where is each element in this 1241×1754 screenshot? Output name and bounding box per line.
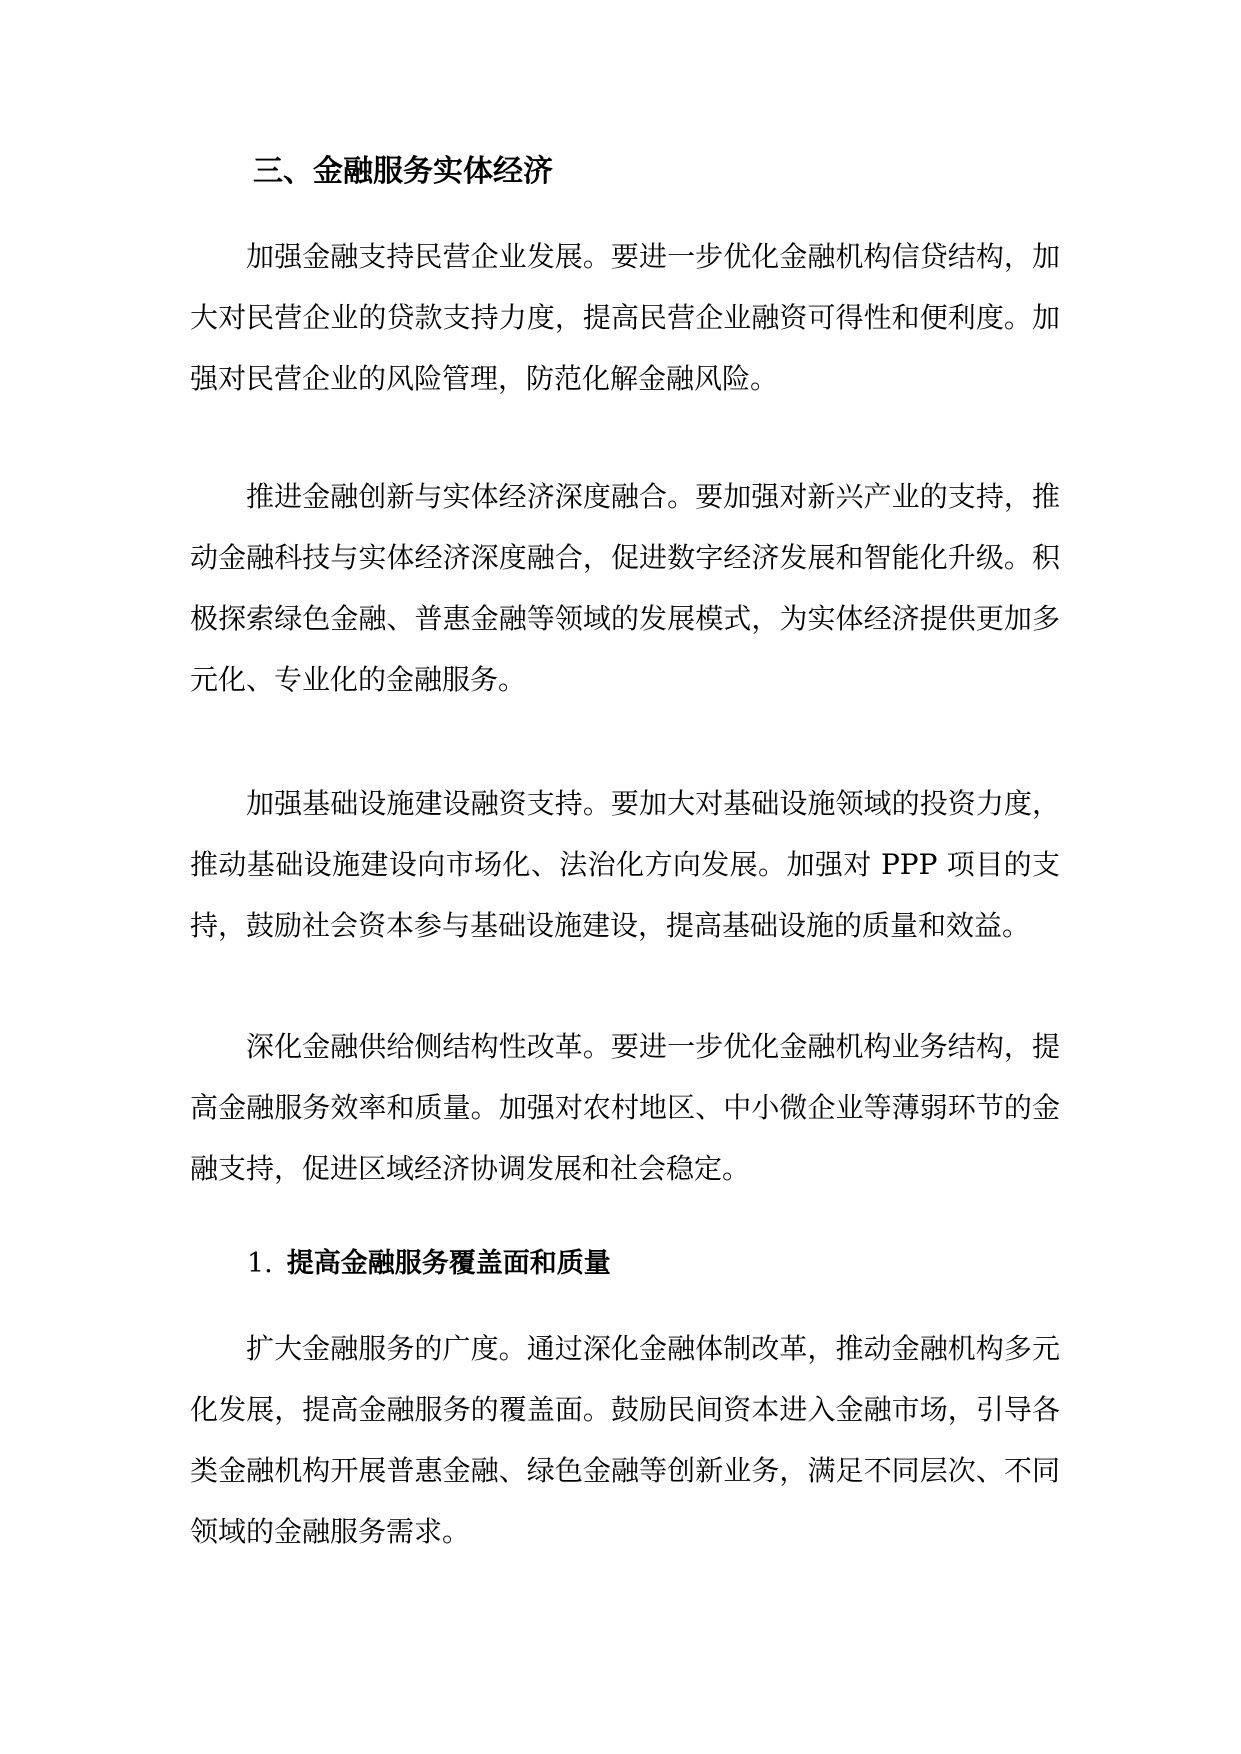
paragraph-private-enterprise: 加强金融支持民营企业发展。要进一步优化金融机构信贷结构，加大对民营企业的贷款支持力度，提高民营企业融资可得性和便利度。加强对民营企业的风险管理，防范化解金融风险。 [190,240,1060,395]
paragraph-financial-innovation: 推进金融创新与实体经济深度融合。要加强对新兴产业的支持，推动金融科技与实体经济深度融合，促进数字经济发展和智能化升级。积极探索绿色金融、普惠金融等领域的发展模式，为实体经济提供更加多元化、专业化的金融服务。 [190,480,1060,696]
subsection-number: 1. [247,1248,273,1279]
paragraph-infrastructure: 加强基础设施建设融资支持。要加大对基础设施领域的投资力度，推动基础设施建设向市场化、法治化方向发展。加强对 PPP 项目的支持，鼓励社会资本参与基础设施建设，提高基础设施的质量和效益。 [190,787,1060,942]
paragraph-supply-side-reform: 深化金融供给侧结构性改革。要进一步优化金融机构业务结构，提高金融服务效率和质量。加强对农村地区、中小微企业等薄弱环节的金融支持，促进区域经济协调发展和社会稳定。 [190,1030,1060,1185]
subsection-title: 提高金融服务覆盖面和质量 [286,1248,611,1279]
paragraph-service-breadth: 扩大金融服务的广度。通过深化金融体制改革，推动金融机构多元化发展，提高金融服务的覆盖面。鼓励民间资本进入金融市场，引导各类金融机构开展普惠金融、绿色金融等创新业务，满足不同层次、不同领域的金融服务需求。 [190,1332,1060,1548]
section-heading: 三、金融服务实体经济 [253,154,553,189]
subsection-heading [247,1244,611,1284]
